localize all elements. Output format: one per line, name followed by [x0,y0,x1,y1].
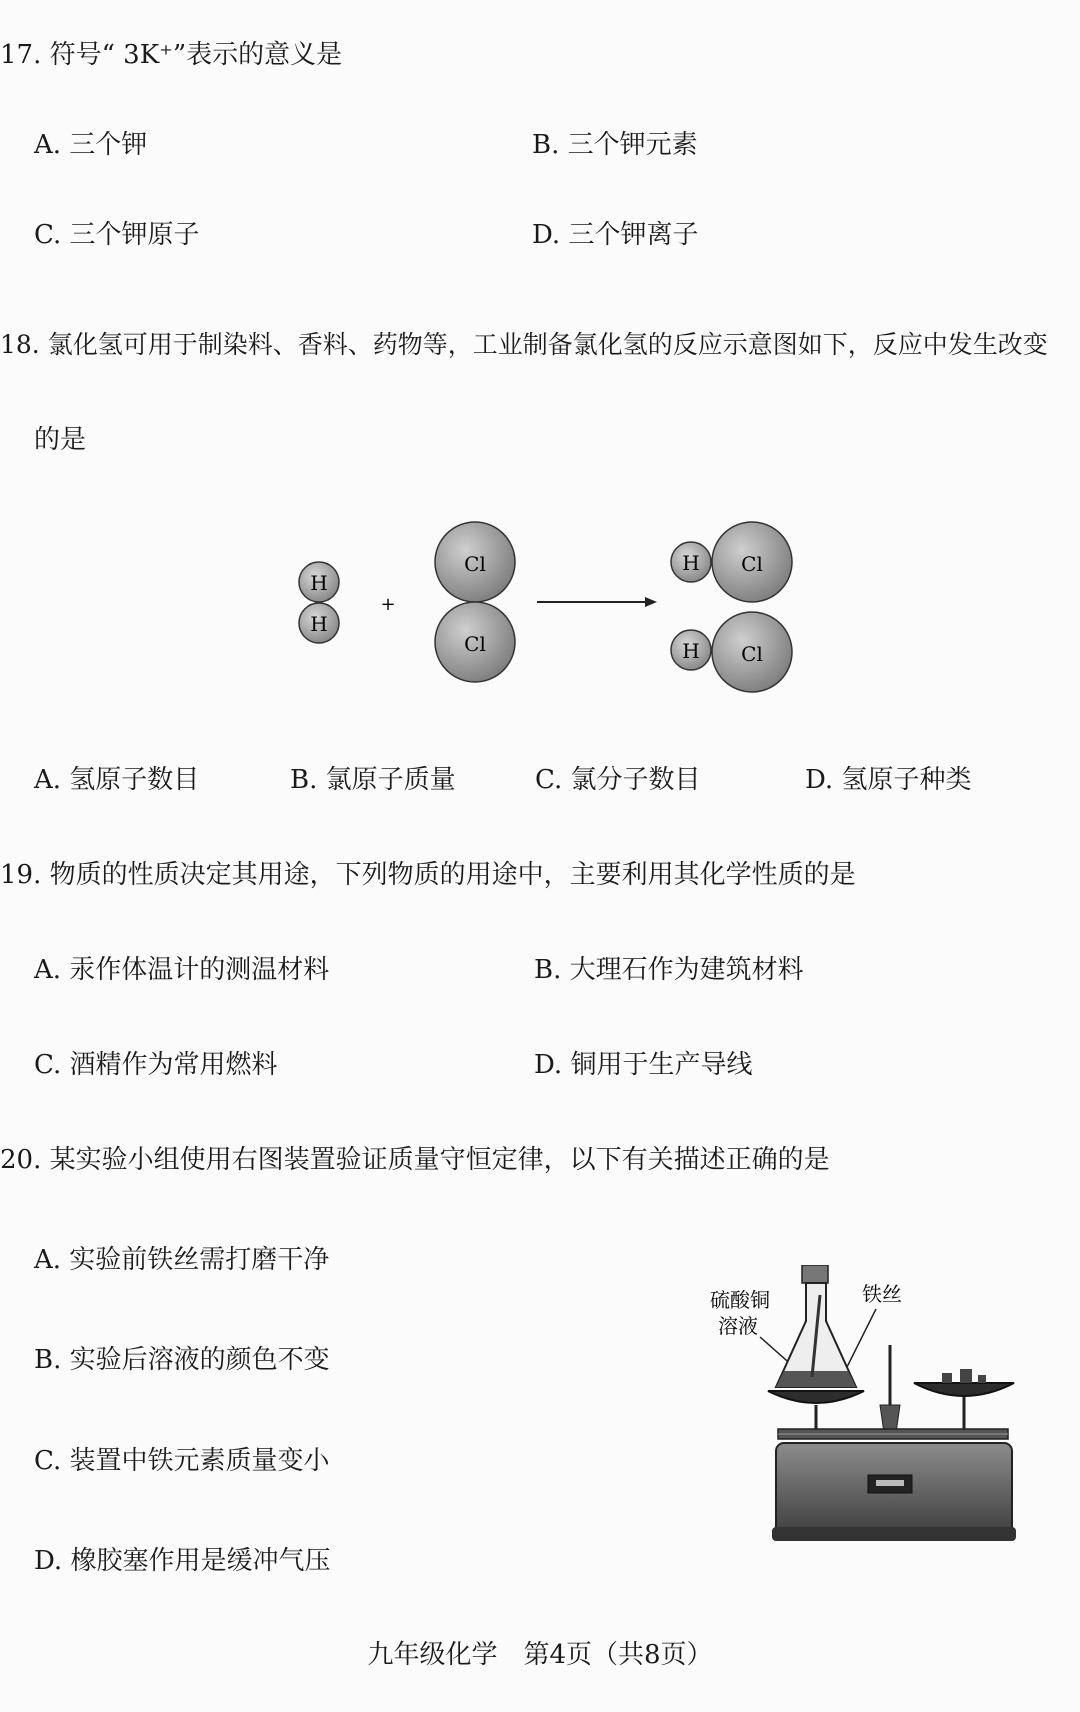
cl-atom-label: Cl [741,552,763,576]
h-atom-label: H [682,639,700,663]
balance-apparatus-illustration [680,1265,1040,1555]
right-pan [914,1383,1014,1396]
label-copper-sulfate-line2: 溶液 [718,1314,758,1338]
plus-sign: + [380,594,396,615]
reaction-diagram [290,520,810,700]
q20-option-a: A. 实验前铁丝需打磨干净 [34,1245,330,1275]
q20-option-b: B. 实验后溶液的颜色不变 [34,1345,330,1375]
h2-molecule [299,562,339,643]
cl-atom-label: Cl [464,632,486,656]
q18-option-a: A. 氢原子数目 [34,765,200,795]
left-pan [768,1391,864,1403]
rubber-stopper [802,1265,828,1283]
cl-atom-label: Cl [741,642,763,666]
h-atom-label: H [310,612,328,636]
q19-option-c: C. 酒精作为常用燃料 [34,1050,278,1080]
q17-option-b: B. 三个钾元素 [532,130,698,160]
q18-option-c: C. 氯分子数目 [535,765,701,795]
cl2-molecule [435,522,515,682]
q19-option-d: D. 铜用于生产导线 [534,1050,753,1080]
q18-stem-line1: 18. 氯化氢可用于制染料、香料、药物等，工业制备氯化氢的反应示意图如下，反应中发生改变 [0,330,1048,359]
q19-option-b: B. 大理石作为建筑材料 [534,955,804,985]
h-atom-label: H [682,551,700,575]
q17-option-d: D. 三个钾离子 [532,220,699,250]
reaction-arrow [537,597,657,607]
q17-option-a: A. 三个钾 [34,130,148,160]
q20-option-c: C. 装置中铁元素质量变小 [34,1446,330,1476]
q17-option-c: C. 三个钾原子 [34,220,200,250]
q17-stem: 17. 符号“ 3K⁺”表示的意义是 [0,40,343,70]
q18-option-d: D. 氢原子种类 [805,765,972,795]
h-atom-label: H [310,571,328,595]
hcl-molecule [671,522,792,602]
q19-option-a: A. 汞作体温计的测温材料 [34,955,330,985]
label-copper-sulfate-line1: 硫酸铜 [710,1288,770,1312]
q18-option-b: B. 氯原子质量 [290,765,456,795]
cl-atom-label: Cl [464,552,486,576]
page-footer: 九年级化学 第4页（共8页） [367,1640,713,1670]
q19-stem: 19. 物质的性质决定其用途，下列物质的用途中，主要利用其化学性质的是 [0,860,856,890]
q20-option-d: D. 橡胶塞作用是缓冲气压 [34,1546,331,1576]
q20-stem: 20. 某实验小组使用右图装置验证质量守恒定律，以下有关描述正确的是 [0,1145,830,1175]
q18-stem-line2: 的是 [34,425,87,455]
label-iron-wire: 铁丝 [862,1282,902,1306]
conical-flask [776,1265,856,1387]
hcl-molecule [671,612,792,692]
